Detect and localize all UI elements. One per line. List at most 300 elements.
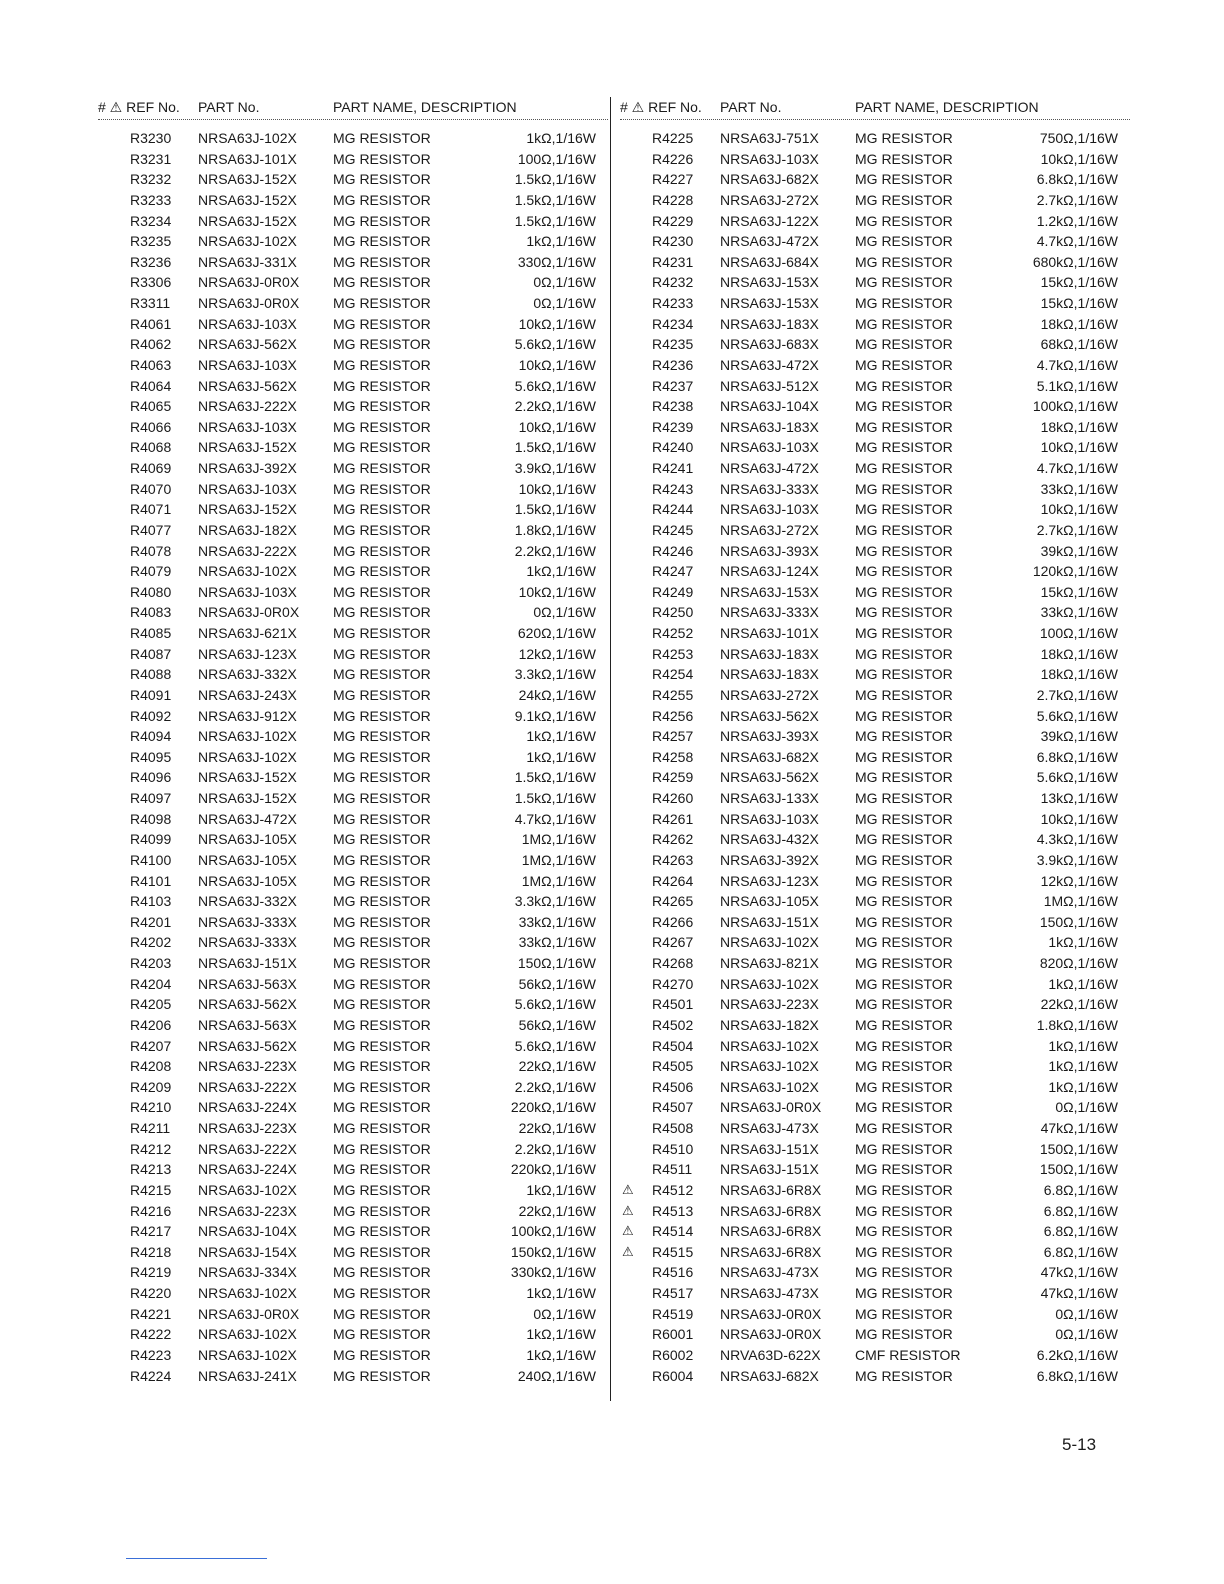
ref-no: R4066 (130, 418, 172, 435)
part-no: NRSA63J-562X (198, 1037, 297, 1054)
part-description: MG RESISTOR (855, 439, 953, 456)
part-description: MG RESISTOR (855, 1243, 953, 1260)
part-no: NRSA63J-183X (720, 418, 819, 435)
table-row (620, 1221, 1130, 1242)
part-description: MG RESISTOR (855, 831, 953, 848)
part-no: NRSA63J-102X (198, 233, 297, 250)
part-value: 10kΩ,1/16W (518, 583, 596, 600)
table-row (620, 644, 1130, 665)
part-description: MG RESISTOR (333, 1181, 431, 1198)
part-no: NRSA63J-105X (198, 872, 297, 889)
table-row (98, 252, 608, 273)
part-value: 0Ω,1/16W (533, 1305, 596, 1322)
table-row (98, 190, 608, 211)
part-description: MG RESISTOR (855, 1202, 953, 1219)
part-no: NRSA63J-243X (198, 686, 297, 703)
ref-no: R4225 (652, 130, 694, 146)
ref-no: R4270 (652, 975, 694, 992)
part-value: 0Ω,1/16W (533, 274, 596, 291)
ref-no: R4098 (130, 810, 172, 827)
table-row (620, 767, 1130, 788)
ref-no: R4095 (130, 748, 172, 765)
ref-no: R4204 (130, 975, 172, 992)
part-value: 18kΩ,1/16W (1040, 315, 1118, 332)
table-row (620, 149, 1130, 170)
part-description: MG RESISTOR (333, 501, 431, 518)
ref-no: R4231 (652, 253, 694, 270)
part-value: 4.7kΩ,1/16W (1036, 356, 1118, 373)
header-part-no: PART No. (198, 99, 260, 115)
part-no: NRSA63J-152X (198, 212, 297, 229)
table-row (98, 376, 608, 397)
part-value: 5.6kΩ,1/16W (514, 336, 596, 353)
part-description: MG RESISTOR (855, 1367, 953, 1384)
part-no: NRSA63J-152X (198, 501, 297, 518)
part-no: NRSA63J-333X (198, 934, 297, 951)
ref-no: R4513 (652, 1202, 694, 1219)
part-description: MG RESISTOR (333, 418, 431, 435)
ref-no: R4103 (130, 893, 172, 910)
part-value: 1kΩ,1/16W (526, 1346, 596, 1363)
part-description: MG RESISTOR (855, 377, 953, 394)
part-description: MG RESISTOR (333, 686, 431, 703)
ref-no: R3230 (130, 130, 172, 146)
part-value: 1MΩ,1/16W (1043, 893, 1118, 910)
part-description: MG RESISTOR (333, 1367, 431, 1384)
part-value: 6.8kΩ,1/16W (1036, 171, 1118, 188)
part-value: 33kΩ,1/16W (1040, 480, 1118, 497)
part-value: 10kΩ,1/16W (1040, 150, 1118, 167)
ref-no: R4519 (652, 1305, 694, 1322)
part-value: 39kΩ,1/16W (1040, 542, 1118, 559)
table-row (620, 1262, 1130, 1283)
part-value: 1kΩ,1/16W (1048, 1058, 1118, 1075)
table-row (98, 1262, 608, 1283)
table-row (98, 437, 608, 458)
page-number: 5-13 (1062, 1435, 1097, 1454)
part-description: MG RESISTOR (333, 893, 431, 910)
part-no: NRSA63J-562X (720, 769, 819, 786)
part-value: 620Ω,1/16W (517, 625, 596, 641)
part-no: NRSA63J-123X (720, 872, 819, 889)
part-no: NRSA63J-562X (198, 336, 297, 353)
ref-no: R4239 (652, 418, 694, 435)
part-value: 1kΩ,1/16W (1048, 934, 1118, 951)
ref-no: R4510 (652, 1140, 694, 1157)
part-value: 1.8kΩ,1/16W (514, 521, 596, 538)
part-description: MG RESISTOR (855, 398, 953, 415)
part-description: MG RESISTOR (333, 171, 431, 188)
part-value: 1kΩ,1/16W (526, 233, 596, 250)
part-no: NRSA63J-563X (198, 1016, 297, 1033)
part-value: 56kΩ,1/16W (518, 1016, 596, 1033)
part-description: MG RESISTOR (333, 521, 431, 538)
table-row (620, 1056, 1130, 1077)
right-parts-list (620, 128, 1130, 1386)
part-description: MG RESISTOR (855, 872, 953, 889)
part-value: 330kΩ,1/16W (510, 1264, 596, 1281)
part-no: NRSA63J-224X (198, 1099, 297, 1116)
part-description: MG RESISTOR (855, 460, 953, 476)
part-no: NRSA63J-472X (720, 233, 819, 250)
header-description: PART NAME, DESCRIPTION (333, 99, 517, 115)
table-row (98, 664, 608, 685)
table-row (620, 1242, 1130, 1263)
part-no: NRSA63J-6R8X (720, 1181, 822, 1198)
ref-no: R4203 (130, 955, 172, 971)
part-value: 33kΩ,1/16W (518, 913, 596, 930)
part-value: 15kΩ,1/16W (1040, 274, 1118, 291)
part-value: 39kΩ,1/16W (1040, 728, 1118, 745)
part-no: NRSA63J-562X (198, 377, 297, 394)
ref-no: R4261 (652, 810, 694, 827)
part-value: 220kΩ,1/16W (510, 1161, 596, 1178)
table-row (98, 871, 608, 892)
ref-no: R4265 (652, 893, 694, 910)
part-description: MG RESISTOR (333, 728, 431, 745)
part-description: MG RESISTOR (855, 1223, 953, 1240)
table-row (98, 623, 608, 644)
part-no: NRSA63J-102X (198, 1326, 297, 1343)
ref-no: R4249 (652, 583, 694, 600)
table-row (620, 520, 1130, 541)
table-row (620, 685, 1130, 706)
part-value: 12kΩ,1/16W (518, 645, 596, 662)
ref-no: R3231 (130, 150, 172, 167)
part-description: MG RESISTOR (855, 769, 953, 786)
table-row (98, 458, 608, 479)
table-row (620, 1097, 1130, 1118)
part-no: NRSA63J-103X (720, 439, 819, 456)
part-no: NRSA63J-101X (720, 625, 819, 641)
table-row (98, 912, 608, 933)
table-row (620, 871, 1130, 892)
table-row (98, 1159, 608, 1180)
ref-no: R4100 (130, 851, 172, 868)
ref-no: R4232 (652, 274, 694, 291)
part-description: MG RESISTOR (333, 996, 431, 1013)
table-row (620, 1324, 1130, 1345)
part-no: NRSA63J-105X (198, 851, 297, 868)
table-row (620, 1201, 1130, 1222)
safety-mark-icon: ⚠ (622, 1181, 634, 1197)
part-value: 150Ω,1/16W (1039, 1161, 1118, 1178)
table-row (98, 994, 608, 1015)
part-no: NRSA63J-223X (720, 996, 819, 1013)
part-description: MG RESISTOR (333, 934, 431, 951)
part-no: NRSA63J-222X (198, 1078, 297, 1095)
table-row (620, 334, 1130, 355)
table-row (98, 1345, 608, 1366)
part-value: 47kΩ,1/16W (1040, 1120, 1118, 1136)
part-no: NRSA63J-272X (720, 521, 819, 538)
table-row (620, 994, 1130, 1015)
ref-no: R4258 (652, 748, 694, 765)
part-value: 56kΩ,1/16W (518, 975, 596, 992)
part-value: 3.3kΩ,1/16W (514, 893, 596, 910)
part-description: MG RESISTOR (333, 274, 431, 291)
table-row (620, 974, 1130, 995)
right-parts-column (620, 97, 1130, 1386)
part-description: MG RESISTOR (855, 810, 953, 827)
table-row (620, 1304, 1130, 1325)
part-description: MG RESISTOR (855, 583, 953, 600)
ref-no: R4091 (130, 686, 172, 703)
ref-no: R4255 (652, 686, 694, 703)
part-description: MG RESISTOR (855, 748, 953, 765)
ref-no: R4099 (130, 831, 172, 848)
part-value: 4.7kΩ,1/16W (514, 810, 596, 827)
part-value: 1.8kΩ,1/16W (1036, 1016, 1118, 1033)
part-no: NRSA63J-103X (198, 418, 297, 435)
part-no: NRSA63J-0R0X (198, 295, 300, 311)
table-row (620, 458, 1130, 479)
ref-no: R4064 (130, 377, 172, 394)
table-row (98, 974, 608, 995)
table-row (620, 1180, 1130, 1201)
part-no: NRSA63J-102X (198, 563, 297, 580)
part-value: 1kΩ,1/16W (1048, 975, 1118, 992)
part-description: MG RESISTOR (855, 686, 953, 703)
part-value: 12kΩ,1/16W (1040, 872, 1118, 889)
table-row (620, 912, 1130, 933)
part-description: MG RESISTOR (333, 975, 431, 992)
header-ref-no: # ⚠ REF No. (98, 99, 180, 115)
part-no: NRSA63J-151X (198, 955, 297, 971)
part-no: NRSA63J-223X (198, 1120, 297, 1136)
table-row (98, 1118, 608, 1139)
part-description: MG RESISTOR (333, 1305, 431, 1322)
part-value: 5.6kΩ,1/16W (1036, 707, 1118, 724)
part-description: MG RESISTOR (333, 1285, 431, 1301)
part-description: MG RESISTOR (333, 130, 431, 146)
part-value: 22kΩ,1/16W (518, 1120, 596, 1136)
table-row (620, 541, 1130, 562)
ref-no: R4230 (652, 233, 694, 250)
ref-no: R4507 (652, 1099, 694, 1116)
part-description: MG RESISTOR (333, 295, 431, 311)
ref-no: R4264 (652, 872, 694, 889)
part-no: NRSA63J-6R8X (720, 1202, 822, 1219)
part-no: NRSA63J-0R0X (198, 274, 300, 291)
ref-no: R4078 (130, 542, 172, 559)
part-value: 10kΩ,1/16W (1040, 501, 1118, 518)
ref-no: R4257 (652, 728, 694, 745)
part-no: NRSA63J-103X (198, 583, 297, 600)
part-description: MG RESISTOR (855, 1120, 953, 1136)
table-row (620, 706, 1130, 727)
part-description: MG RESISTOR (855, 336, 953, 353)
part-value: 4.7kΩ,1/16W (1036, 460, 1118, 476)
ref-no: R4508 (652, 1120, 694, 1136)
ref-no: R4240 (652, 439, 694, 456)
ref-no: R4209 (130, 1078, 172, 1095)
part-no: NRSA63J-821X (720, 955, 819, 971)
part-value: 15kΩ,1/16W (1040, 295, 1118, 311)
part-description: MG RESISTOR (333, 583, 431, 600)
ref-no: R4223 (130, 1346, 172, 1363)
table-row (620, 809, 1130, 830)
part-value: 2.2kΩ,1/16W (514, 1140, 596, 1157)
part-value: 220kΩ,1/16W (510, 1099, 596, 1116)
table-row (620, 396, 1130, 417)
ref-no: R4216 (130, 1202, 172, 1219)
table-row (620, 561, 1130, 582)
part-no: NRSA63J-152X (198, 790, 297, 806)
table-row (620, 602, 1130, 623)
part-value: 10kΩ,1/16W (518, 480, 596, 497)
ref-no: R3235 (130, 233, 172, 250)
ref-no: R4221 (130, 1305, 172, 1322)
part-value: 1kΩ,1/16W (1048, 1078, 1118, 1095)
table-row (98, 1304, 608, 1325)
left-parts-list (98, 128, 608, 1386)
part-description: MG RESISTOR (855, 666, 953, 683)
part-description: MG RESISTOR (855, 233, 953, 250)
part-description: MG RESISTOR (333, 913, 431, 930)
ref-no: R3236 (130, 253, 172, 270)
part-value: 2.2kΩ,1/16W (514, 542, 596, 559)
part-description: MG RESISTOR (333, 1016, 431, 1033)
ref-no: R4080 (130, 583, 172, 600)
part-no: NRSA63J-133X (720, 790, 819, 806)
part-no: NRSA63J-102X (198, 1346, 297, 1363)
table-row (620, 850, 1130, 871)
ref-no: R4263 (652, 851, 694, 868)
ref-no: R4238 (652, 398, 694, 415)
table-row (98, 1139, 608, 1160)
ref-no: R4515 (652, 1243, 694, 1260)
part-description: MG RESISTOR (333, 398, 431, 415)
part-description: MG RESISTOR (855, 253, 953, 270)
ref-no: R4234 (652, 315, 694, 332)
part-description: MG RESISTOR (855, 728, 953, 745)
part-no: NRSA63J-151X (720, 913, 819, 930)
part-description: MG RESISTOR (855, 625, 953, 641)
part-no: NRSA63J-153X (720, 583, 819, 600)
part-no: NRSA63J-153X (720, 274, 819, 291)
ref-no: R6002 (652, 1346, 694, 1363)
ref-no: R3233 (130, 191, 172, 208)
part-description: MG RESISTOR (855, 604, 953, 621)
table-row (98, 602, 608, 623)
ref-no: R4505 (652, 1058, 694, 1075)
header-description: PART NAME, DESCRIPTION (855, 99, 1039, 115)
table-row (620, 726, 1130, 747)
part-no: NRVA63D-622X (720, 1346, 821, 1363)
ref-no: R4228 (652, 191, 694, 208)
part-value: 1.5kΩ,1/16W (514, 439, 596, 456)
ref-no: R4213 (130, 1161, 172, 1178)
part-value: 1MΩ,1/16W (521, 831, 596, 848)
part-description: MG RESISTOR (333, 872, 431, 889)
ref-no: R4207 (130, 1037, 172, 1054)
ref-no: R4068 (130, 439, 172, 456)
part-no: NRSA63J-154X (198, 1243, 297, 1260)
part-description: MG RESISTOR (855, 171, 953, 188)
ref-no: R4502 (652, 1016, 694, 1033)
ref-no: R4506 (652, 1078, 694, 1095)
part-description: MG RESISTOR (855, 542, 953, 559)
part-no: NRSA63J-393X (720, 728, 819, 745)
part-no: NRSA63J-332X (198, 666, 297, 683)
ref-no: R4262 (652, 831, 694, 848)
part-value: 1kΩ,1/16W (526, 130, 596, 146)
part-description: MG RESISTOR (855, 975, 953, 992)
ref-no: R4256 (652, 707, 694, 724)
ref-no: R4237 (652, 377, 694, 394)
part-description: MG RESISTOR (855, 955, 953, 971)
part-value: 0Ω,1/16W (1055, 1326, 1118, 1343)
part-no: NRSA63J-151X (720, 1161, 819, 1178)
part-no: NRSA63J-272X (720, 686, 819, 703)
part-value: 1.5kΩ,1/16W (514, 501, 596, 518)
table-row (98, 1015, 608, 1036)
part-description: MG RESISTOR (333, 563, 431, 580)
part-no: NRSA63J-104X (720, 398, 819, 415)
part-description: MG RESISTOR (333, 810, 431, 827)
part-description: CMF RESISTOR (855, 1346, 961, 1363)
part-value: 6.8Ω,1/16W (1043, 1181, 1118, 1198)
table-row (620, 829, 1130, 850)
part-no: NRSA63J-102X (720, 1037, 819, 1054)
part-value: 10kΩ,1/16W (1040, 439, 1118, 456)
part-value: 100Ω,1/16W (1039, 625, 1118, 641)
part-no: NRSA63J-272X (720, 191, 819, 208)
part-description: MG RESISTOR (333, 790, 431, 806)
table-row (620, 1345, 1130, 1366)
part-no: NRSA63J-682X (720, 1367, 819, 1384)
ref-no: R4069 (130, 460, 172, 476)
part-description: MG RESISTOR (855, 1264, 953, 1281)
ref-no: R4101 (130, 872, 172, 889)
part-value: 1.5kΩ,1/16W (514, 191, 596, 208)
part-value: 5.1kΩ,1/16W (1036, 377, 1118, 394)
ref-no: R4096 (130, 769, 172, 786)
part-description: MG RESISTOR (333, 625, 431, 641)
table-row (98, 1180, 608, 1201)
part-no: NRSA63J-222X (198, 542, 297, 559)
ref-no: R4202 (130, 934, 172, 951)
part-value: 10kΩ,1/16W (518, 356, 596, 373)
table-row (620, 252, 1130, 273)
table-row (98, 809, 608, 830)
part-value: 1kΩ,1/16W (526, 748, 596, 765)
part-no: NRSA63J-0R0X (198, 604, 300, 621)
table-row (98, 128, 608, 149)
part-value: 150kΩ,1/16W (510, 1243, 596, 1260)
ref-no: R4241 (652, 460, 694, 476)
part-value: 10kΩ,1/16W (518, 315, 596, 332)
part-no: NRSA63J-102X (198, 130, 297, 146)
ref-no: R4250 (652, 604, 694, 621)
part-value: 13kΩ,1/16W (1040, 790, 1118, 806)
part-no: NRSA63J-473X (720, 1264, 819, 1281)
ref-no: R4229 (652, 212, 694, 229)
part-value: 6.8kΩ,1/16W (1036, 1367, 1118, 1384)
part-no: NRSA63J-332X (198, 893, 297, 910)
ref-no: R4079 (130, 563, 172, 580)
table-row (620, 314, 1130, 335)
part-description: MG RESISTOR (333, 1078, 431, 1095)
part-no: NRSA63J-183X (720, 315, 819, 332)
ref-no: R4254 (652, 666, 694, 683)
part-no: NRSA63J-684X (720, 253, 819, 270)
ref-no: R4094 (130, 728, 172, 745)
ref-no: R4208 (130, 1058, 172, 1075)
part-no: NRSA63J-182X (720, 1016, 819, 1033)
ref-no: R4246 (652, 542, 694, 559)
